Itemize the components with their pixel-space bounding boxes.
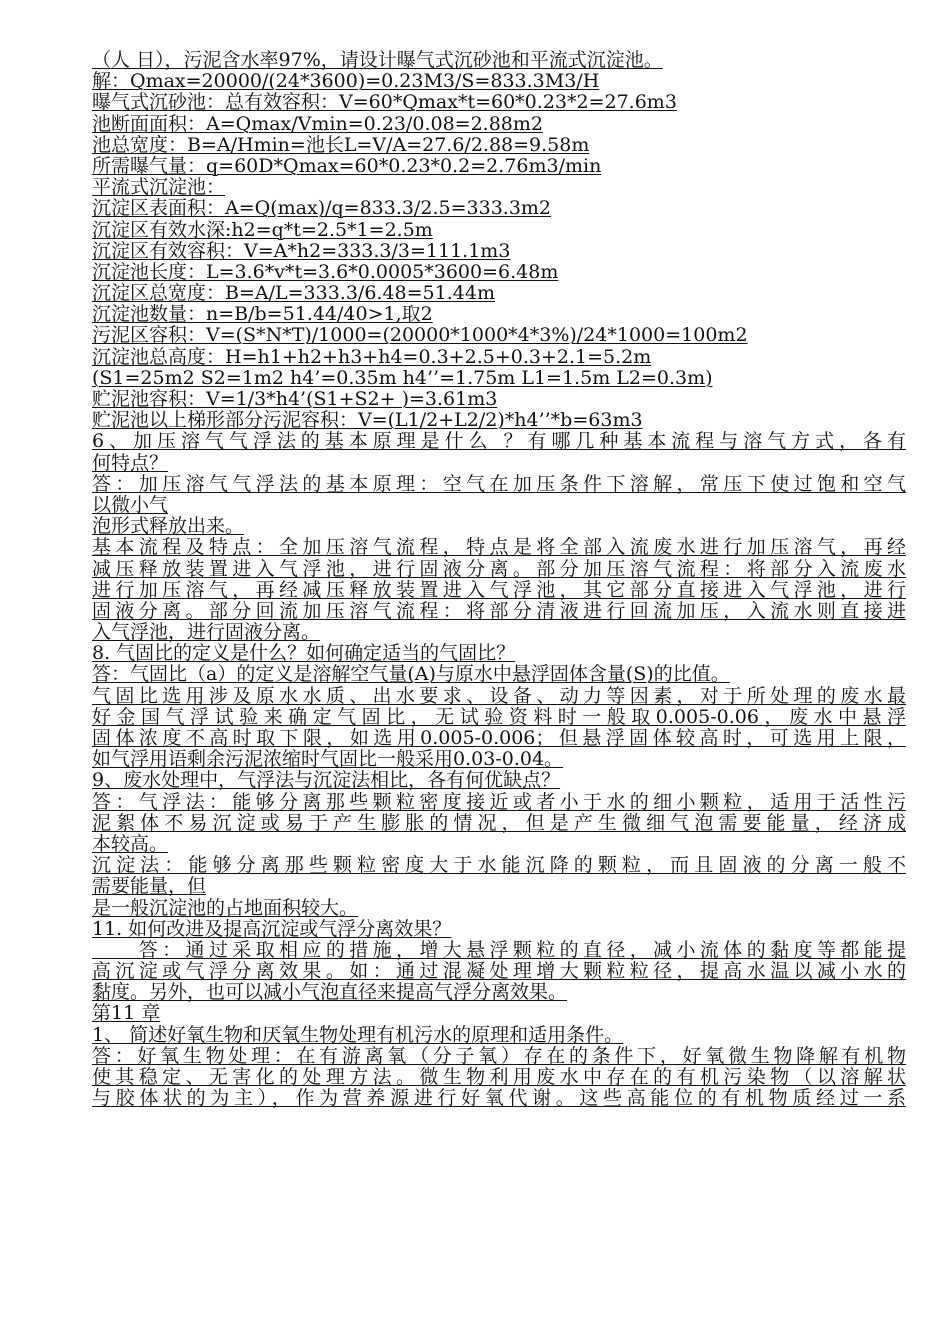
text-line: 固液分离。部分回流加压溶气流程：将部分清液进行回流加压，入流水则直接进 (92, 600, 906, 622)
text-line: 沉淀池数量：n=B/b=51.44/40>1,取2 (92, 304, 433, 326)
text-line: 本较高。 (92, 833, 169, 855)
text-line: 如气浮用语剩余污泥浓缩时气固比一般采用0.03-0.04。 (92, 749, 564, 771)
text-line: 答：加压溶气气浮法的基本原理：空气在加压条件下溶解，常压下使过饱和空气 (92, 473, 906, 495)
text-line: 何特点？ (92, 452, 169, 474)
text-line: 固体浓度不高时取下限，如选用0.005-0.006；但悬浮固体较高时，可选用上限， (92, 728, 906, 749)
text-line: 沉淀区有效水深:h2=q*t=2.5*1=2.5m (92, 219, 433, 241)
text-line: 第11 章 (92, 1003, 161, 1025)
text-line: (S1=25m2 S2=1m2 h4’=0.35m h4’’=1.75m L1=1.5m L2=0.3m) (92, 367, 713, 389)
text-line: 减压释放装置进入气浮池，进行固液分离。部分加压溶气流程：将部分入流废水 (92, 558, 906, 580)
text-line: 曝气式沉砂池：总有效容积：V=60*Qmax*t=60*0.23*2=27.6m3 (92, 92, 677, 114)
document-page (92, 50, 906, 1109)
text-line: 沉淀法：能够分离那些颗粒密度大于水能沉降的颗粒，而且固液的分离一般不 (92, 855, 906, 877)
text-line: 答：通过采取相应的措施，增大悬浮颗粒的直径，减小流体的黏度等都能提 (92, 939, 906, 961)
text-line: 进行加压溶气，再经减压释放装置进入气浮池，其它部分直接进入气浮池，进行 (92, 579, 906, 601)
text-line: 平流式沉淀池： (92, 177, 226, 199)
text-line: 解：Qmax=20000/(24*3600)=0.23M3/S=833.3M3/H (92, 71, 600, 93)
text-line: 高沉淀或气浮分离效果。如：通过混凝处理增大颗粒粒径，提高水温以减小水的 (92, 961, 906, 983)
text-line: 污泥区容积：V=(S*N*T)/1000=(20000*1000*4*3%)/24*1000=100m2 (92, 325, 748, 347)
text-line: 11. 如何改进及提高沉淀或气浮分离效果？ (92, 918, 452, 940)
text-line: 泡形式释放出来。 (92, 516, 245, 538)
text-line: 答：气浮法：能够分离那些颗粒密度接近或者小于水的细小颗粒，适用于活性污 (92, 791, 906, 813)
text-line: 贮泥池以上梯形部分污泥容积：V=(L1/2+L2/2)*h4’’*b=63m3 (92, 410, 643, 432)
text-line: 是一般沉淀池的占地面积较大。 (92, 897, 359, 919)
text-line: 沉淀区总宽度：B=A/L=333.3/6.48=51.44m (92, 283, 495, 305)
text-line: 以微小气 (92, 494, 169, 516)
text-line: 沉淀池总高度：H=h1+h2+h3+h4=0.3+2.5+0.3+2.1=5.2m (92, 346, 652, 368)
text-line: 8. 气固比的定义是什么？如何确定适当的气固比？ (92, 643, 516, 665)
text-line: 泥絮体不易沉淀或易于产生膨胀的情况，但是产生微细气泡需要能量，经济成 (92, 812, 906, 834)
text-line: 沉淀池长度：L=3.6*v*t=3.6*0.0005*3600=6.48m (92, 261, 559, 283)
text-line: 与胶体状的为主），作为营养源进行好氧代谢。这些高能位的有机物质经过一系 (92, 1088, 906, 1110)
text-line: 使其稳定、无害化的处理方法。微生物利用废水中存在的有机污染物（以溶解状 (92, 1067, 906, 1088)
text-line: 好金国气浮试验来确定气固比，无试验资料时一般取0.005-0.06，废水中悬浮 (92, 706, 906, 728)
text-line: 气固比选用涉及原水水质、出水要求、设备、动力等因素，对于所处理的废水最 (92, 685, 906, 707)
text-line: 池总宽度：B=A/Hmin=池长L=V/A=27.6/2.88=9.58m (92, 134, 590, 156)
text-line: 贮泥池容积：V=1/3*h4’(S1+S2+ )=3.61m3 (92, 389, 498, 410)
text-line: 6、加压溶气气浮法的基本原理是什么 ？有哪几种基本流程与溶气方式，各有 (92, 431, 906, 453)
text-line: （人 日），污泥含水率97%，请设计曝气式沉砂池和平流式沉淀池。 (92, 50, 663, 71)
text-line: 答：气固比（a）的定义是溶解空气量(A)与原水中悬浮固体含量(S)的比值。 (92, 664, 730, 686)
text-line: 1、 简述好氧生物和厌氧生物处理有机污水的原理和适用条件。 (92, 1024, 624, 1046)
text-line: 9、废水处理中，气浮法与沉淀法相比，各有何优缺点？ (92, 770, 561, 792)
text-line: 基本流程及特点：全加压溶气流程，特点是将全部入流废水进行加压溶气，再经 (92, 537, 906, 559)
text-line: 需要能量，但 (92, 876, 207, 898)
text-line: 黏度。另外，也可以减小气泡直径来提高气浮分离效果。 (92, 982, 568, 1004)
text-line: 沉淀区有效容积：V=A*h2=333.3/3=111.1m3 (92, 240, 511, 262)
text-line: 所需曝气量：q=60D*Qmax=60*0.23*0.2=2.76m3/min (92, 155, 602, 177)
text-line: 池断面面积：A=Qmax/Vmin=0.23/0.08=2.88m2 (92, 113, 543, 135)
text-line: 沉淀区表面积：A=Q(max)/q=833.3/2.5=333.3m2 (92, 198, 552, 220)
text-line: 入气浮池，进行固液分离。 (92, 622, 321, 644)
text-line: 答：好氧生物处理：在有游离氧（分子氧）存在的条件下，好氧微生物降解有机物 (92, 1045, 906, 1067)
